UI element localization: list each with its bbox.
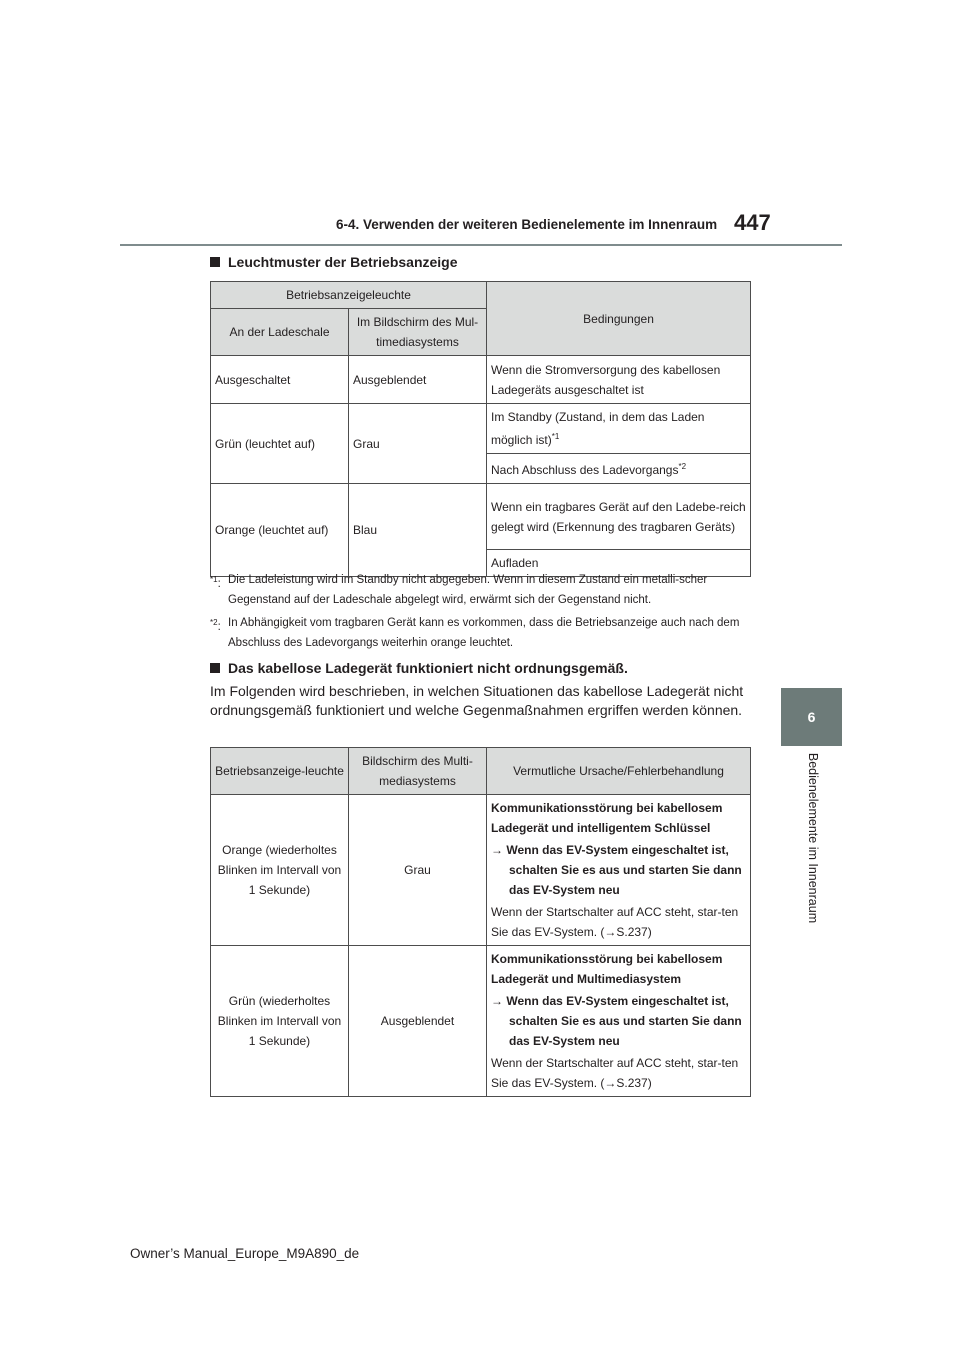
condition-text: Im Standby (Zustand, in dem das Laden möglich ist): [491, 410, 705, 447]
cell-condition: Wenn die Stromversorgung des kabellosen Ladegeräts ausgeschaltet ist: [487, 356, 751, 404]
page-number: 447: [734, 210, 771, 235]
footnote: $^{*1}$: Die Ladeleistung wird im Standby nicht abgegeben. Wenn in diesem Zustand ein metalli-scher Gegenstand auf der Ladeschale abgelegt wird, erwärmt sich der Gegenstand nicht.: [210, 570, 750, 610]
section-heading-text: Leuchtmuster der Betriebsanzeige: [228, 254, 458, 270]
cause-title: Kommunikationsstörung bei kabellosem Ladegerät und intelligentem Schlüssel: [491, 801, 723, 835]
footnote-mark: *2: [210, 618, 218, 627]
footnote-ref: *2: [678, 462, 687, 471]
header-indicator-group: Betriebsanzeigeleuchte: [211, 282, 487, 309]
chapter-tab-label: Bedienelemente im Innenraum: [806, 752, 820, 924]
section-heading-light-pattern: [210, 254, 458, 270]
cell-cause: [487, 946, 751, 1097]
header-cause: Vermutliche Ursache/Fehlerbehandlung: [487, 748, 751, 795]
cell-screen: Grau: [349, 795, 487, 946]
square-bullet-icon: [210, 257, 220, 267]
section-heading-malfunction: [210, 660, 628, 676]
header-divider: [120, 244, 842, 246]
cell-screen: Ausgeblendet: [349, 356, 487, 404]
square-bullet-icon: [210, 663, 220, 673]
section-heading-text: Das kabellose Ladegerät funktioniert nicht ordnungsgemäß.: [228, 660, 628, 676]
cell-tray: Grün (leuchtet auf): [211, 404, 349, 484]
table-row: [211, 356, 751, 404]
troubleshooting-table: [210, 747, 751, 1097]
indicator-pattern-table: [210, 281, 751, 577]
cell-tray: Orange (leuchtet auf): [211, 484, 349, 577]
cause-action: → Wenn das EV-System eingeschaltet ist, schalten Sie es aus und starten Sie dann das EV-System neu: [491, 994, 742, 1048]
header-screen: Im Bildschirm des Mul-timediasystems: [349, 309, 487, 356]
header-tray: An der Ladeschale: [211, 309, 349, 356]
header-indicator: Betriebsanzeige-leuchte: [211, 748, 349, 795]
chapter-title: 6-4. Verwenden der weiteren Bedienelemente im Innenraum: [336, 217, 718, 232]
footnote-ref: *1: [551, 432, 560, 441]
chapter-tab: 6: [781, 688, 842, 746]
cause-note: Wenn der Startschalter auf ACC steht, star-ten Sie das EV-System. (→S.237): [491, 905, 739, 939]
cell-condition: Wenn ein tragbares Gerät auf den Ladebe-reich gelegt wird (Erkennung des tragbaren Geräts): [487, 484, 751, 550]
footnote: $^{*2}$: In Abhängigkeit vom tragbaren Gerät kann es vorkommen, dass die Betriebsanzeige auch nach dem Abschluss des Ladevorgangs weiterhin orange leuchtet.: [210, 613, 750, 653]
header-conditions: Bedingungen: [487, 282, 751, 356]
cell-cause: [487, 795, 751, 946]
cell-condition: Aufladen: [487, 550, 751, 577]
cause-title: Kommunikationsstörung bei kabellosem Ladegerät und Multimediasystem: [491, 952, 723, 986]
table-row: [211, 795, 751, 946]
footnote-text: Die Ladeleistung wird im Standby nicht abgegeben. Wenn in diesem Zustand ein metalli-scher Gegenstand auf der Ladeschale abgelegt wird, erwärmt sich der Gegenstand nicht.: [228, 574, 708, 606]
cell-screen: Grau: [349, 404, 487, 484]
cell-condition: [487, 454, 751, 484]
intro-paragraph: Im Folgenden wird beschrieben, in welchen Situationen das kabellose Ladegerät nicht ordnungsgemäß funktioniert und welche Gegenmaßnahmen ergriffen werden können.: [210, 683, 744, 718]
table-row: [211, 484, 751, 550]
footnote-mark: *1: [210, 575, 218, 584]
condition-text: Nach Abschluss des Ladevorgangs: [491, 463, 679, 477]
footer-manual-id: Owner’s Manual_Europe_M9A890_de: [130, 1246, 360, 1261]
cell-tray: Ausgeschaltet: [211, 356, 349, 404]
table-row: [211, 946, 751, 1097]
cell-screen: Ausgeblendet: [349, 946, 487, 1097]
footnote-text: In Abhängigkeit vom tragbaren Gerät kann es vorkommen, dass die Betriebsanzeige auch nach dem Abschluss des Ladevorgangs weiterhin orange leuchtet.: [228, 617, 740, 649]
cell-indicator: Orange (wiederholtes Blinken im Intervall von 1 Sekunde): [211, 795, 349, 946]
cell-screen: Blau: [349, 484, 487, 577]
cell-condition: [487, 404, 751, 454]
cell-indicator: Grün (wiederholtes Blinken im Intervall von 1 Sekunde): [211, 946, 349, 1097]
cause-action: → Wenn das EV-System eingeschaltet ist, schalten Sie es aus und starten Sie dann das EV-System neu: [491, 843, 742, 897]
header-screen: Bildschirm des Multi-mediasystems: [349, 748, 487, 795]
table-row: [211, 404, 751, 454]
cause-note: Wenn der Startschalter auf ACC steht, star-ten Sie das EV-System. (→S.237): [491, 1056, 739, 1090]
